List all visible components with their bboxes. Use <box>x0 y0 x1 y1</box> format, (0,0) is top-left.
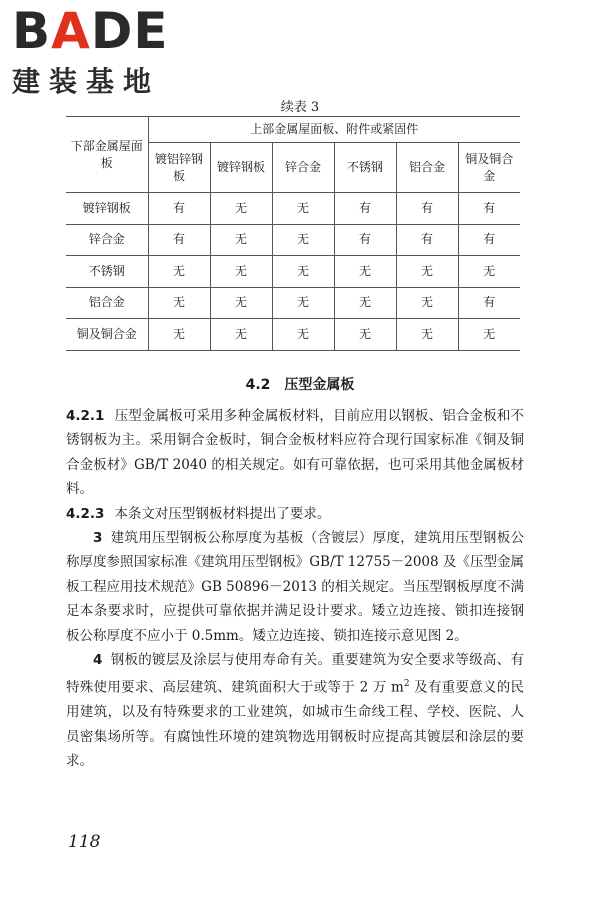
table-row <box>66 224 520 256</box>
page-number: 118 <box>68 832 101 852</box>
table-cell: 有 <box>148 193 210 225</box>
group-header: 上部金属屋面板、附件或紧固件 <box>148 117 520 143</box>
section-title-text: 压型金属板 <box>284 377 355 393</box>
item-3 <box>66 526 524 648</box>
table-cell: 无 <box>458 256 520 288</box>
logo-letter-accent: A <box>51 2 91 60</box>
table-row <box>66 256 520 288</box>
item-4 <box>66 648 524 774</box>
table-row <box>66 193 520 225</box>
clause-4-2-1 <box>66 404 524 502</box>
logo-subtitle: 建装基地 <box>12 65 161 98</box>
table-cell: 无 <box>334 256 396 288</box>
section-heading <box>0 374 600 394</box>
table-cell: 无 <box>272 224 334 256</box>
table-cell: 有 <box>334 224 396 256</box>
corner-header: 下部金属屋面板 <box>66 117 148 193</box>
logo-letters-suffix: DE <box>90 2 169 60</box>
column-header: 不锈钢 <box>334 143 396 193</box>
table-cell: 无 <box>210 319 272 351</box>
table-cell: 无 <box>272 256 334 288</box>
item-text: 钢板的镀层及涂层与使用寿命有关。重要建筑为安全要求等级高、有特殊使用要求、高层建筑、建筑面积大于或等于 2 万 m <box>66 652 524 696</box>
table-cell: 有 <box>396 193 458 225</box>
table-cell: 无 <box>148 287 210 319</box>
table-cell: 无 <box>148 256 210 288</box>
table-cell: 有 <box>334 193 396 225</box>
clause-4-2-3 <box>66 502 524 526</box>
row-label: 锌合金 <box>66 224 148 256</box>
superscript: 2 <box>403 679 410 690</box>
column-header: 镀锌钢板 <box>210 143 272 193</box>
table-cell: 无 <box>210 224 272 256</box>
table-cell: 无 <box>272 287 334 319</box>
bade-logo <box>12 2 182 100</box>
table-cell: 无 <box>272 193 334 225</box>
item-text: 建筑用压型钢板公称厚度为基板（含镀层）厚度，建筑用压型钢板公称厚度参照国家标准《建筑用压型钢板》GB/T 12755－2008 及《压型金属板工程应用技术规范》GB 50896－2013 的相关规定。当压型钢板厚度不满足本条要求时，应提供可靠依据并满足设计要求。矮立边连接、锁扣连接钢板公称厚度不应小于 0.5mm。矮立边连接、锁扣连接示意见图 2。 <box>66 530 524 644</box>
clause-text: 压型金属板可采用多种金属板材料，目前应用以钢板、铝合金板和不锈钢板为主。采用铜合金板时，铜合金板材料应符合现行国家标准《铜及铜合金板材》GB/T 2040 的相关规定。如有可靠依据，也可采用其他金属板材料。 <box>66 408 524 498</box>
table-cell: 无 <box>396 256 458 288</box>
row-label: 镀锌钢板 <box>66 193 148 225</box>
table-cell: 无 <box>334 319 396 351</box>
item-number: 3 <box>93 530 103 547</box>
table-cell: 无 <box>396 319 458 351</box>
table-cell: 有 <box>458 224 520 256</box>
table-cell: 无 <box>210 256 272 288</box>
compatibility-table <box>66 116 520 351</box>
logo-letters-prefix: B <box>12 2 52 60</box>
column-header: 铜及铜合金 <box>458 143 520 193</box>
table-cell: 无 <box>148 319 210 351</box>
clause-number: 4.2.1 <box>66 408 105 424</box>
table-cell: 有 <box>396 224 458 256</box>
table-caption: 续表 3 <box>280 100 320 115</box>
item-number: 4 <box>93 652 103 669</box>
column-header: 镀铝锌钢板 <box>148 143 210 193</box>
row-label: 不锈钢 <box>66 256 148 288</box>
row-label: 铝合金 <box>66 287 148 319</box>
table-cell: 无 <box>210 193 272 225</box>
table-cell: 无 <box>396 287 458 319</box>
item-text-continued: 及有重要意义的民用建筑，以及有特殊要求的工业建筑，如城市生命线工程、学校、医院、人员密集场所等。有腐蚀性环境的建筑物选用钢板时应提高其镀层和涂层的要求。 <box>66 679 524 770</box>
clause-text: 本条文对压型钢板材料提出了要求。 <box>114 505 331 522</box>
table-cell: 有 <box>148 224 210 256</box>
column-header: 锌合金 <box>272 143 334 193</box>
section-number: 4.2 <box>245 377 271 393</box>
table-row <box>66 319 520 351</box>
table-row <box>66 287 520 319</box>
column-header: 铝合金 <box>396 143 458 193</box>
table-cell: 有 <box>458 287 520 319</box>
table-cell: 无 <box>458 319 520 351</box>
clause-number: 4.2.3 <box>66 505 105 522</box>
table-cell: 无 <box>210 287 272 319</box>
body-text <box>66 404 524 774</box>
table-cell: 有 <box>458 193 520 225</box>
table-cell: 无 <box>272 319 334 351</box>
table-cell: 无 <box>334 287 396 319</box>
row-label: 铜及铜合金 <box>66 319 148 351</box>
logo-wordmark <box>12 2 182 60</box>
